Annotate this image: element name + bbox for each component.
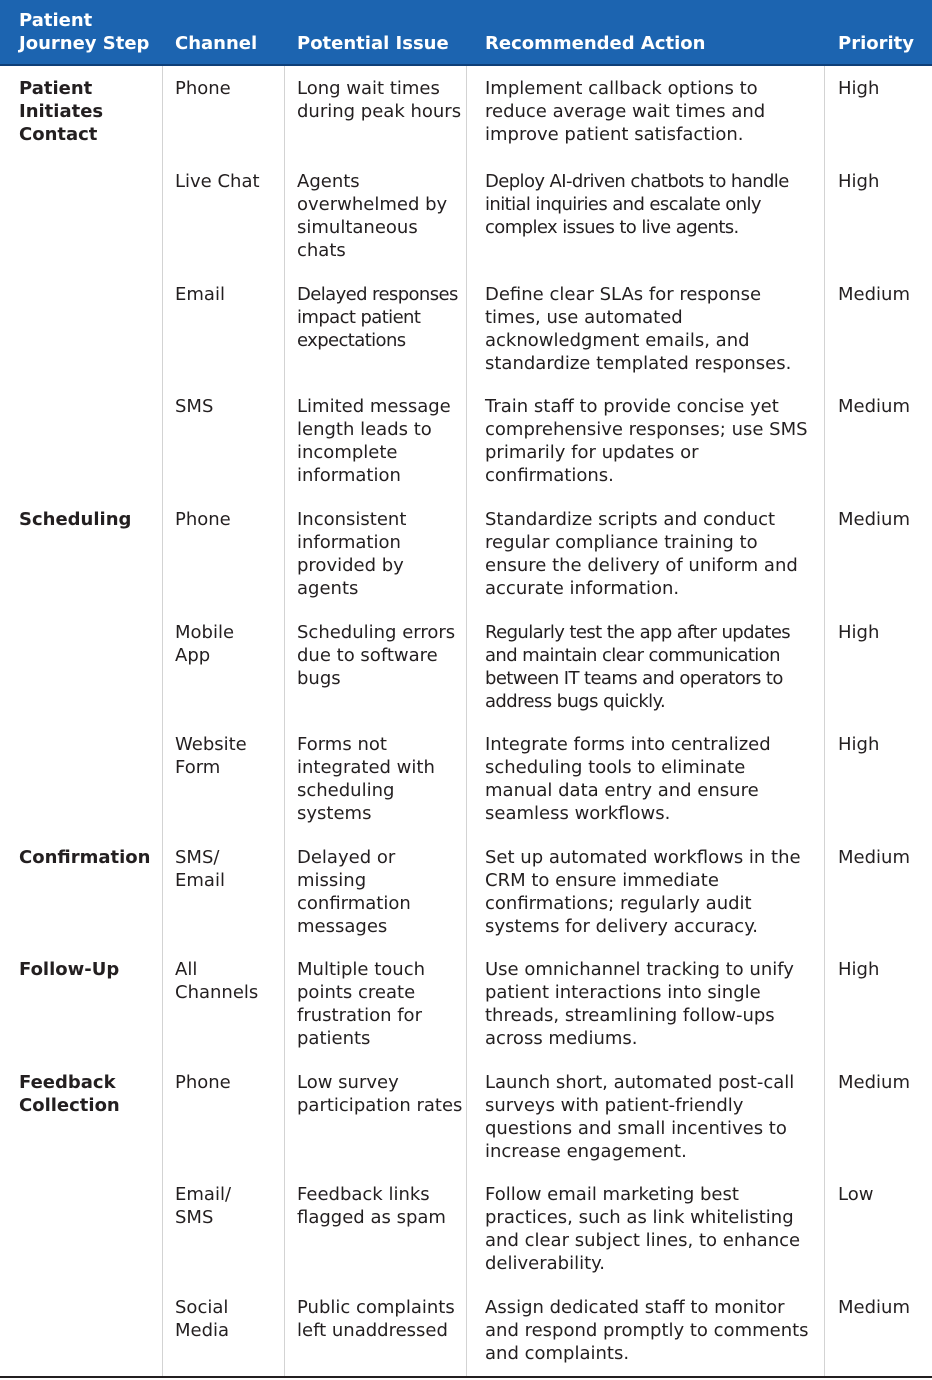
action-cell: Assign dedicated staff to monitor and respond promptly to comments and complaints.	[485, 1297, 809, 1364]
issue-cell: Public complaints left unaddressed	[297, 1297, 455, 1341]
channel-cell: All Channels	[175, 959, 259, 1003]
issue-cell: Low survey participation rates	[297, 1072, 463, 1116]
channel-cell: Phone	[175, 78, 231, 99]
step-label: Follow-Up	[19, 959, 120, 980]
step-label: Confirmation	[19, 847, 151, 868]
issue-cell: Scheduling errors due to software bugs	[297, 622, 456, 689]
header-priority: Priority	[838, 33, 914, 54]
channel-cell: Email	[175, 284, 225, 305]
issue-cell: Delayed responses impact patient expectations	[297, 284, 458, 351]
action-cell: Follow email marketing best practices, such as link whitelisting and clear subject lines, to enhance deliverability.	[485, 1184, 801, 1274]
header-channel: Channel	[175, 33, 258, 54]
column-divider	[284, 66, 285, 1376]
issue-cell: Long wait times during peak hours	[297, 78, 462, 122]
channel-cell: Email/ SMS	[175, 1184, 232, 1228]
issue-cell: Limited message length leads to incomplete information	[297, 396, 451, 486]
priority-cell: Medium	[838, 1072, 910, 1093]
priority-cell: High	[838, 78, 880, 99]
column-divider	[466, 66, 467, 1376]
channel-cell: Phone	[175, 509, 231, 530]
priority-cell: Medium	[838, 284, 910, 305]
channel-cell: SMS/ Email	[175, 847, 225, 891]
issue-cell: Forms not integrated with scheduling systems	[297, 734, 435, 824]
column-divider	[162, 66, 163, 1376]
priority-cell: Medium	[838, 1297, 910, 1318]
action-cell: Deploy AI-driven chatbots to handle initial inquiries and escalate only complex issues to live agents.	[485, 171, 789, 238]
priority-cell: High	[838, 622, 880, 643]
priority-cell: High	[838, 734, 880, 755]
priority-cell: Medium	[838, 396, 910, 417]
step-label: Scheduling	[19, 509, 132, 530]
issue-cell: Inconsistent information provided by agents	[297, 509, 407, 599]
priority-cell: Medium	[838, 847, 910, 868]
action-cell: Standardize scripts and conduct regular compliance training to ensure the delivery of uniform and accurate information.	[485, 509, 798, 599]
priority-cell: High	[838, 959, 880, 980]
action-cell: Use omnichannel tracking to unify patient interactions into single threads, streamlining follow-ups across mediums.	[485, 959, 794, 1049]
channel-cell: SMS	[175, 396, 214, 417]
channel-cell: Social Media	[175, 1297, 230, 1341]
step-label: Patient Initiates Contact	[19, 78, 104, 145]
priority-cell: Low	[838, 1184, 874, 1205]
action-cell: Launch short, automated post-call surveys with patient-friendly questions and small incentives to increase engagement.	[485, 1072, 795, 1162]
channel-cell: Phone	[175, 1072, 231, 1093]
priority-cell: High	[838, 171, 880, 192]
column-divider	[824, 66, 825, 1376]
action-cell: Integrate forms into centralized scheduling tools to eliminate manual data entry and ensure seamless workflows.	[485, 734, 771, 824]
issue-cell: Agents overwhelmed by simultaneous chats	[297, 171, 448, 261]
action-cell: Set up automated workflows in the CRM to ensure immediate confirmations; regularly audit systems for delivery accuracy.	[485, 847, 801, 937]
header-issue: Potential Issue	[297, 33, 449, 54]
priority-cell: Medium	[838, 509, 910, 530]
step-label: Feedback Collection	[19, 1072, 120, 1116]
action-cell: Define clear SLAs for response times, use automated acknowledgment emails, and standardize templated responses.	[485, 284, 792, 374]
action-cell: Implement callback options to reduce average wait times and improve patient satisfaction.	[485, 78, 766, 145]
channel-cell: Live Chat	[175, 171, 260, 192]
action-cell: Regularly test the app after updates and maintain clear communication between IT teams and operators to address bugs quickly.	[485, 622, 791, 712]
header-action: Recommended Action	[485, 33, 706, 54]
issue-cell: Feedback links flagged as spam	[297, 1184, 446, 1228]
action-cell: Train staff to provide concise yet comprehensive responses; use SMS primarily for updates or confirmations.	[485, 396, 808, 486]
channel-cell: Mobile App	[175, 622, 235, 666]
issue-cell: Delayed or missing confirmation messages	[297, 847, 411, 937]
table-bottom-rule	[0, 1376, 932, 1378]
table-header	[0, 0, 932, 66]
header-step: Patient Journey Step	[19, 10, 150, 54]
channel-cell: Website Form	[175, 734, 247, 778]
issue-cell: Multiple touch points create frustration for patients	[297, 959, 426, 1049]
